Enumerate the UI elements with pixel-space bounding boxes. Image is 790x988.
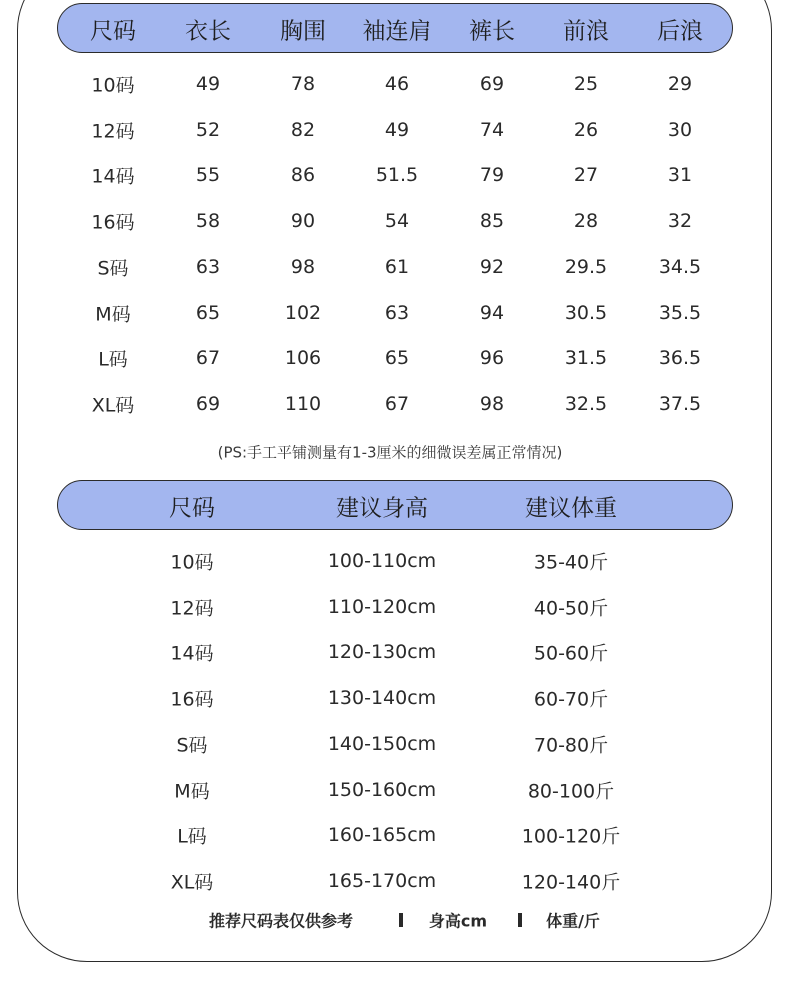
footer-separator [518, 913, 522, 927]
weight-range-cell: 60-70斤 [533, 688, 609, 711]
measurement-cell: 37.5 [658, 392, 702, 415]
footer-disclaimer: 推荐尺码表仅供参考 [208, 911, 354, 931]
measurement-cell: 63 [384, 301, 410, 324]
measurement-cell: 28 [573, 210, 599, 233]
measurement-cell: 35.5 [658, 301, 702, 324]
height-range-cell: 110-120cm [327, 595, 437, 618]
measurement-cell: 26 [573, 118, 599, 141]
size-table-header-cell: 尺码 [90, 18, 136, 45]
measurement-cell: 78 [290, 73, 316, 95]
measurement-cell: 34.5 [658, 255, 702, 278]
weight-range-cell: 120-140斤 [521, 871, 621, 894]
measurement-cell: 74 [479, 118, 505, 141]
height-range-cell: 165-170cm [327, 869, 437, 892]
measurement-cell: 98 [479, 392, 505, 415]
measurement-cell: 110 [284, 392, 322, 415]
footer-separator [399, 913, 403, 927]
measurement-cell: 94 [479, 301, 505, 324]
recommend-table-header-cell: 建议身高 [336, 495, 428, 522]
measurement-cell: 32 [667, 210, 693, 233]
recommend-table-header-cell: 建议体重 [525, 495, 617, 522]
measurement-cell: 102 [284, 301, 322, 324]
size-label-cell: XL码 [91, 394, 135, 417]
weight-range-cell: 35-40斤 [533, 551, 609, 574]
measurement-cell: 29.5 [564, 255, 608, 278]
measurement-cell: 106 [284, 347, 322, 370]
height-range-cell: 140-150cm [327, 732, 437, 755]
size-label-cell: 12码 [170, 597, 214, 620]
footer-weight-legend: 体重/斤 [546, 911, 600, 931]
measurement-cell: 79 [479, 164, 505, 187]
size-label-cell: S码 [97, 257, 129, 280]
size-label-cell: XL码 [170, 871, 214, 894]
size-table-header-cell: 袖连肩 [362, 18, 432, 45]
size-label-cell: 14码 [170, 642, 214, 665]
size-label-cell: S码 [176, 734, 208, 757]
size-table-header-cell: 衣长 [185, 18, 231, 45]
measurement-cell: 98 [290, 255, 316, 278]
size-label-cell: L码 [177, 825, 207, 848]
measurement-cell: 85 [479, 210, 505, 233]
measurement-cell: 36.5 [658, 347, 702, 370]
recommend-table-header-cell: 尺码 [169, 495, 215, 522]
measurement-cell: 49 [384, 118, 410, 141]
measurement-cell: 67 [384, 392, 410, 415]
size-label-cell: 14码 [91, 165, 135, 188]
measurement-cell: 55 [195, 164, 221, 187]
measurement-cell: 61 [384, 255, 410, 278]
measurement-cell: 27 [573, 164, 599, 187]
height-range-cell: 130-140cm [327, 687, 437, 710]
measurement-cell: 90 [290, 210, 316, 233]
measurement-note: (PS:手工平铺测量有1-3厘米的细微误差属正常情况) [217, 443, 563, 462]
measurement-cell: 51.5 [375, 164, 419, 187]
measurement-cell: 25 [573, 73, 599, 95]
size-label-cell: 12码 [91, 120, 135, 143]
measurement-cell: 54 [384, 210, 410, 233]
measurement-cell: 49 [195, 73, 221, 95]
measurement-cell: 96 [479, 347, 505, 370]
measurement-cell: 65 [384, 347, 410, 370]
size-table-header-cell: 裤长 [469, 18, 515, 45]
measurement-cell: 31 [667, 164, 693, 187]
measurement-cell: 32.5 [564, 392, 608, 415]
weight-range-cell: 50-60斤 [533, 642, 609, 665]
size-label-cell: L码 [98, 348, 128, 371]
measurement-cell: 46 [384, 73, 410, 95]
measurement-cell: 65 [195, 301, 221, 324]
size-label-cell: 16码 [91, 211, 135, 234]
measurement-cell: 30.5 [564, 301, 608, 324]
height-range-cell: 160-165cm [327, 824, 437, 847]
height-range-cell: 150-160cm [327, 778, 437, 801]
size-label-cell: 10码 [91, 74, 135, 97]
measurement-cell: 86 [290, 164, 316, 187]
weight-range-cell: 70-80斤 [533, 734, 609, 757]
weight-range-cell: 80-100斤 [527, 780, 615, 802]
size-label-cell: 10码 [170, 551, 214, 574]
weight-range-cell: 40-50斤 [533, 597, 609, 620]
measurement-cell: 52 [195, 118, 221, 141]
size-table-header-cell: 前浪 [563, 18, 609, 45]
measurement-cell: 69 [195, 392, 221, 415]
measurement-cell: 29 [667, 73, 693, 95]
size-table-header-cell: 胸围 [280, 18, 326, 45]
size-label-cell: M码 [174, 780, 210, 802]
measurement-cell: 58 [195, 210, 221, 233]
size-table-header-cell: 后浪 [657, 18, 703, 45]
height-range-cell: 100-110cm [327, 550, 437, 572]
measurement-cell: 92 [479, 255, 505, 278]
weight-range-cell: 100-120斤 [521, 825, 621, 848]
measurement-cell: 30 [667, 118, 693, 141]
size-label-cell: 16码 [170, 688, 214, 711]
measurement-cell: 63 [195, 255, 221, 278]
footer-height-legend: 身高cm [428, 911, 488, 931]
size-label-cell: M码 [95, 303, 131, 325]
measurement-cell: 31.5 [564, 347, 608, 370]
height-range-cell: 120-130cm [327, 641, 437, 664]
measurement-cell: 67 [195, 347, 221, 370]
measurement-cell: 69 [479, 73, 505, 95]
measurement-cell: 82 [290, 118, 316, 141]
